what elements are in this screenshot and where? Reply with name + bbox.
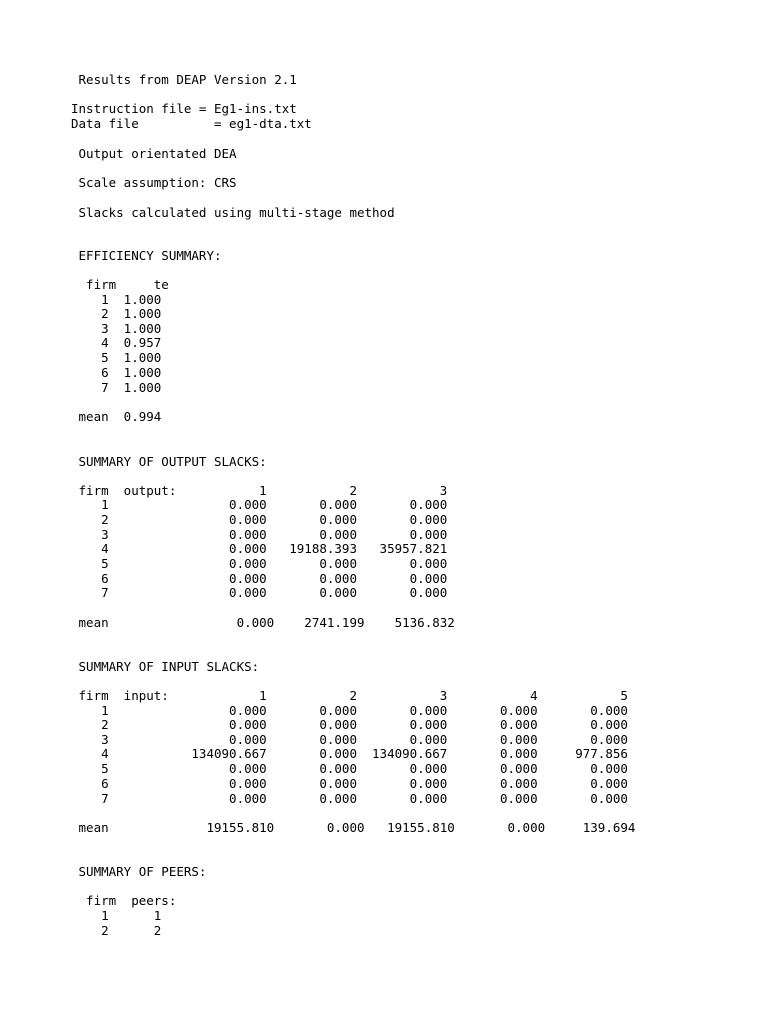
output-slacks-row: 3 0.000 0.000 0.000 [71, 527, 448, 542]
efficiency-row: 1 1.000 [71, 292, 162, 307]
data-file-line: Data file = eg1-dta.txt [71, 116, 312, 131]
input-slacks-row: 7 0.000 0.000 0.000 0.000 0.000 [71, 791, 628, 806]
output-slacks-row: 6 0.000 0.000 0.000 [71, 571, 448, 586]
results-title: Results from DEAP Version 2.1 [71, 72, 297, 87]
slacks-method-line: Slacks calculated using multi-stage method [71, 205, 395, 220]
input-slacks-columns: firm input: 1 2 3 4 5 [71, 688, 628, 703]
output-slacks-row: 7 0.000 0.000 0.000 [71, 585, 448, 600]
input-slacks-row: 4 134090.667 0.000 134090.667 0.000 977.856 [71, 746, 628, 761]
orientation-line: Output orientated DEA [71, 146, 237, 161]
output-slacks-row: 5 0.000 0.000 0.000 [71, 556, 448, 571]
input-slacks-row: 1 0.000 0.000 0.000 0.000 0.000 [71, 703, 628, 718]
instruction-file-line: Instruction file = Eg1-ins.txt [71, 101, 297, 116]
input-slacks-row: 2 0.000 0.000 0.000 0.000 0.000 [71, 717, 628, 732]
output-slacks-columns: firm output: 1 2 3 [71, 483, 448, 498]
efficiency-row: 2 1.000 [71, 306, 162, 321]
efficiency-mean: mean 0.994 [71, 409, 162, 424]
efficiency-row: 5 1.000 [71, 350, 162, 365]
efficiency-summary-heading: EFFICIENCY SUMMARY: [71, 248, 222, 263]
scale-assumption-line: Scale assumption: CRS [71, 175, 237, 190]
input-slacks-mean: mean 19155.810 0.000 19155.810 0.000 139.694 [71, 820, 636, 835]
output-slacks-row: 2 0.000 0.000 0.000 [71, 512, 448, 527]
efficiency-row: 3 1.000 [71, 321, 162, 336]
input-slacks-row: 3 0.000 0.000 0.000 0.000 0.000 [71, 732, 628, 747]
efficiency-columns: firm te [71, 277, 169, 292]
input-slacks-row: 5 0.000 0.000 0.000 0.000 0.000 [71, 761, 628, 776]
input-slacks-heading: SUMMARY OF INPUT SLACKS: [71, 659, 260, 674]
output-slacks-heading: SUMMARY OF OUTPUT SLACKS: [71, 454, 267, 469]
output-slacks-row: 1 0.000 0.000 0.000 [71, 497, 448, 512]
efficiency-row: 7 1.000 [71, 380, 162, 395]
output-slacks-row: 4 0.000 19188.393 35957.821 [71, 541, 448, 556]
input-slacks-row: 6 0.000 0.000 0.000 0.000 0.000 [71, 776, 628, 791]
peers-heading: SUMMARY OF PEERS: [71, 864, 207, 879]
peers-columns: firm peers: [71, 893, 177, 908]
output-slacks-mean: mean 0.000 2741.199 5136.832 [71, 615, 455, 630]
efficiency-row: 4 0.957 [71, 335, 162, 350]
peers-row: 1 1 [71, 908, 162, 923]
efficiency-row: 6 1.000 [71, 365, 162, 380]
peers-row: 2 2 [71, 923, 162, 938]
